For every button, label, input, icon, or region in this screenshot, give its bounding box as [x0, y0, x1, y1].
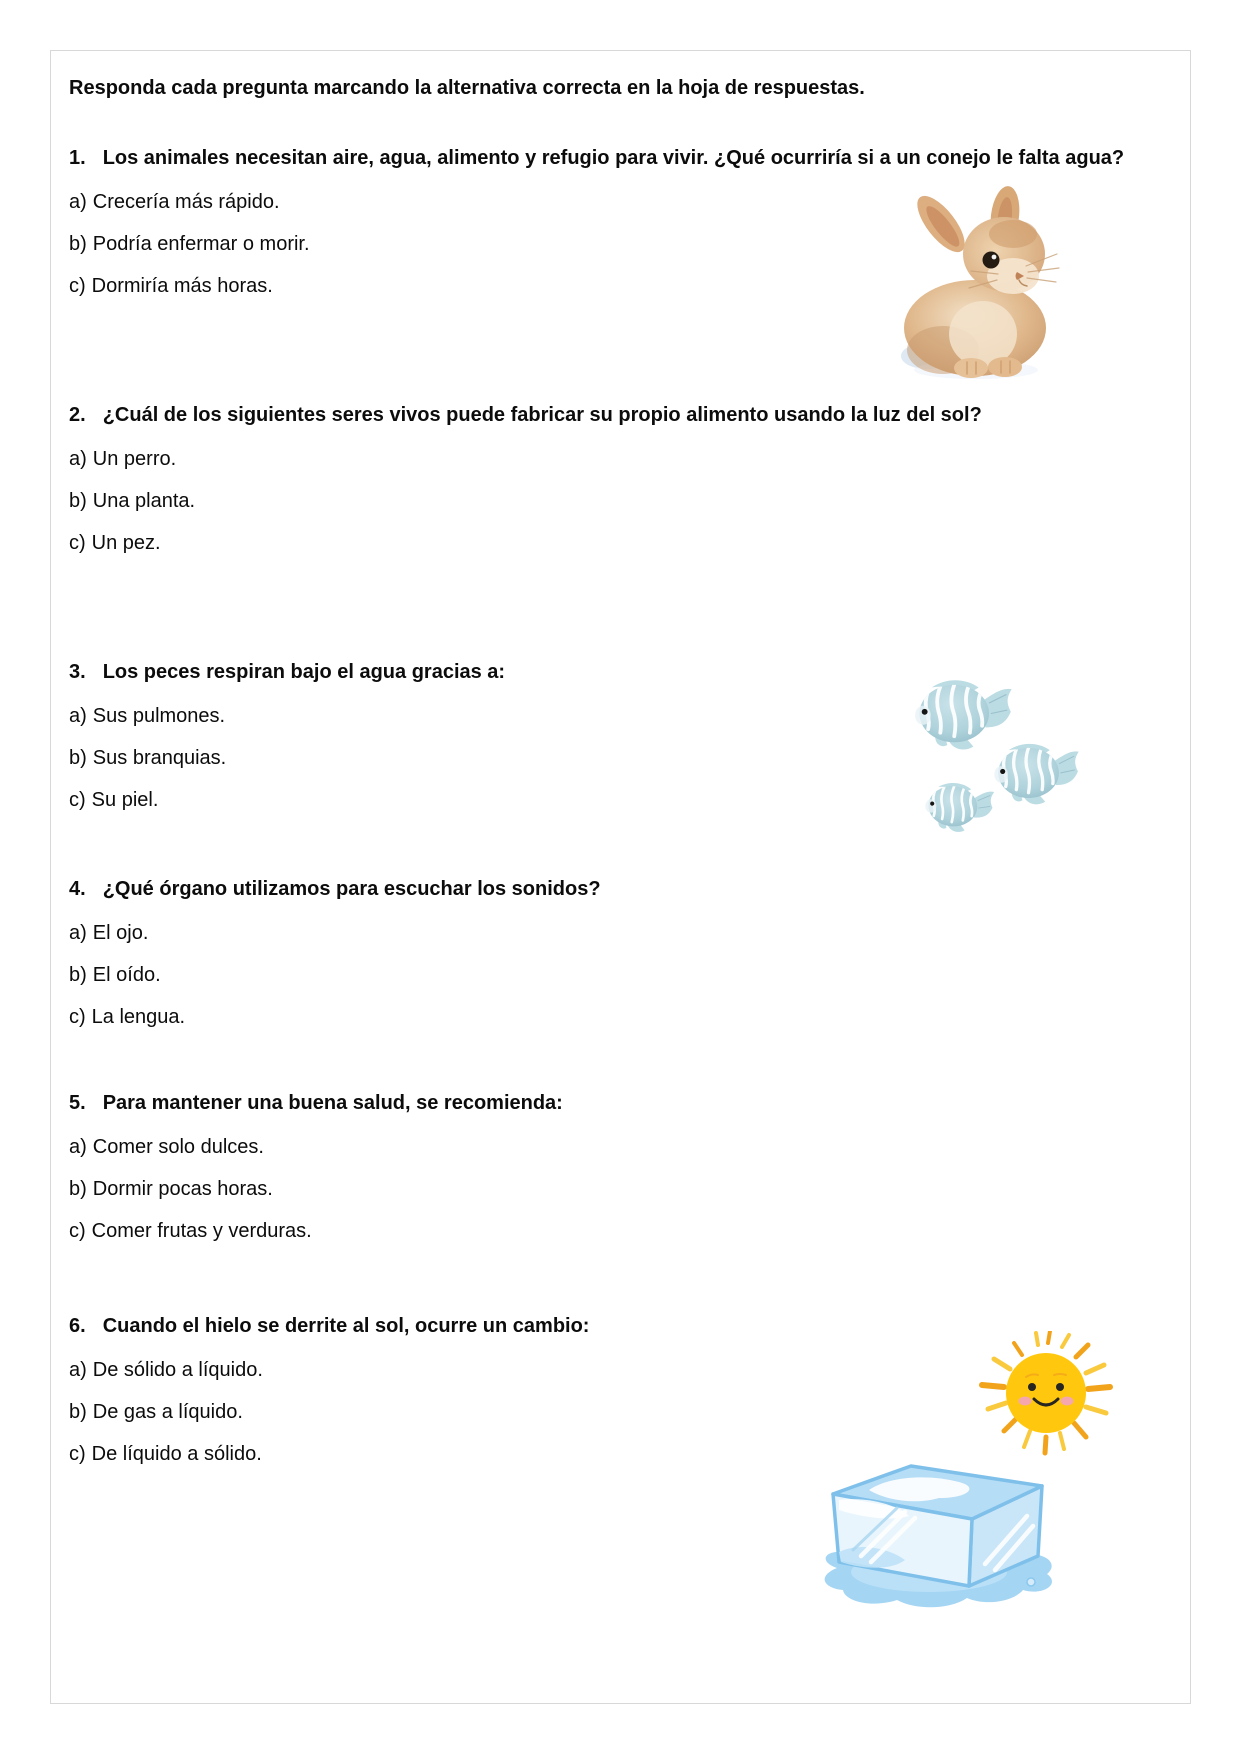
question-5 — [69, 1082, 1169, 1252]
option-label: a) — [69, 448, 87, 470]
question-2-option-b — [69, 480, 1169, 522]
option-text: Una planta. — [92, 490, 196, 512]
question-5-options — [69, 1126, 1169, 1252]
option-text: Crecería más rápido. — [92, 191, 280, 213]
option-label: b) — [69, 233, 87, 255]
option-label: c) — [69, 1443, 86, 1465]
option-label: b) — [69, 964, 87, 986]
question-4-text: ¿Qué órgano utilizamos para escuchar los sonidos? — [102, 878, 601, 900]
option-text: De gas a líquido. — [92, 1401, 243, 1423]
question-2-text: ¿Cuál de los siguientes seres vivos puede fabricar su propio alimento usando la luz del sol? — [102, 404, 982, 426]
option-text: De sólido a líquido. — [92, 1359, 263, 1381]
question-4-heading — [69, 868, 1169, 910]
option-text: Sus pulmones. — [92, 705, 226, 727]
option-text: Podría enfermar o morir. — [92, 233, 310, 255]
question-2 — [69, 394, 1169, 564]
option-text: Comer solo dulces. — [92, 1136, 264, 1158]
fish-illustration — [903, 675, 1083, 841]
option-label: a) — [69, 191, 87, 213]
sun-icon — [974, 1331, 1118, 1468]
question-5-option-a — [69, 1126, 1169, 1168]
question-5-number: 5. — [69, 1092, 86, 1114]
question-5-text: Para mantener una buena salud, se recomienda: — [102, 1092, 563, 1114]
rabbit-illustration — [901, 184, 1061, 382]
option-text: Un perro. — [92, 448, 177, 470]
question-4-options — [69, 912, 1169, 1038]
option-text: Dormiría más horas. — [91, 275, 273, 297]
question-3-text: Los peces respiran bajo el agua gracias a: — [102, 661, 506, 683]
option-label: b) — [69, 747, 87, 769]
option-label: a) — [69, 1359, 87, 1381]
question-5-heading — [69, 1082, 1169, 1124]
option-text: Su piel. — [91, 789, 159, 811]
option-text: Comer frutas y verduras. — [91, 1220, 312, 1242]
option-label: c) — [69, 532, 86, 554]
option-label: a) — [69, 705, 87, 727]
option-text: Dormir pocas horas. — [92, 1178, 273, 1200]
instruction-text: Responda cada pregunta marcando la alternativa correcta en la hoja de respuestas. — [69, 77, 865, 99]
option-label: b) — [69, 490, 87, 512]
question-1-heading — [69, 137, 1169, 179]
question-4-option-c — [69, 996, 1169, 1038]
option-label: c) — [69, 275, 86, 297]
option-label: b) — [69, 1401, 87, 1423]
question-4-option-a — [69, 912, 1169, 954]
option-label: a) — [69, 1136, 87, 1158]
question-6-text: Cuando el hielo se derrite al sol, ocurre un cambio: — [102, 1315, 590, 1337]
question-2-option-c — [69, 522, 1169, 564]
option-text: El oído. — [92, 964, 161, 986]
question-2-option-a — [69, 438, 1169, 480]
option-label: c) — [69, 789, 86, 811]
question-4 — [69, 868, 1169, 1038]
worksheet-page — [50, 50, 1191, 1704]
question-6-number: 6. — [69, 1315, 86, 1337]
option-text: Sus branquias. — [92, 747, 227, 769]
option-label: c) — [69, 1006, 86, 1028]
option-label: c) — [69, 1220, 86, 1242]
question-1-number: 1. — [69, 147, 86, 169]
question-4-number: 4. — [69, 878, 86, 900]
option-text: La lengua. — [91, 1006, 186, 1028]
option-text: El ojo. — [92, 922, 149, 944]
option-label: a) — [69, 922, 87, 944]
question-3-number: 3. — [69, 661, 86, 683]
option-text: Un pez. — [91, 532, 161, 554]
question-2-heading — [69, 394, 1169, 436]
question-4-option-b — [69, 954, 1169, 996]
question-5-option-c — [69, 1210, 1169, 1252]
question-5-option-b — [69, 1168, 1169, 1210]
option-text: De líquido a sólido. — [91, 1443, 262, 1465]
ice-cube-icon — [809, 1464, 1059, 1608]
question-2-options — [69, 438, 1169, 564]
question-1-text: Los animales necesitan aire, agua, alimento y refugio para vivir. ¿Qué ocurriría si a un conejo le falta agua? — [102, 147, 1125, 169]
option-label: b) — [69, 1178, 87, 1200]
question-2-number: 2. — [69, 404, 86, 426]
